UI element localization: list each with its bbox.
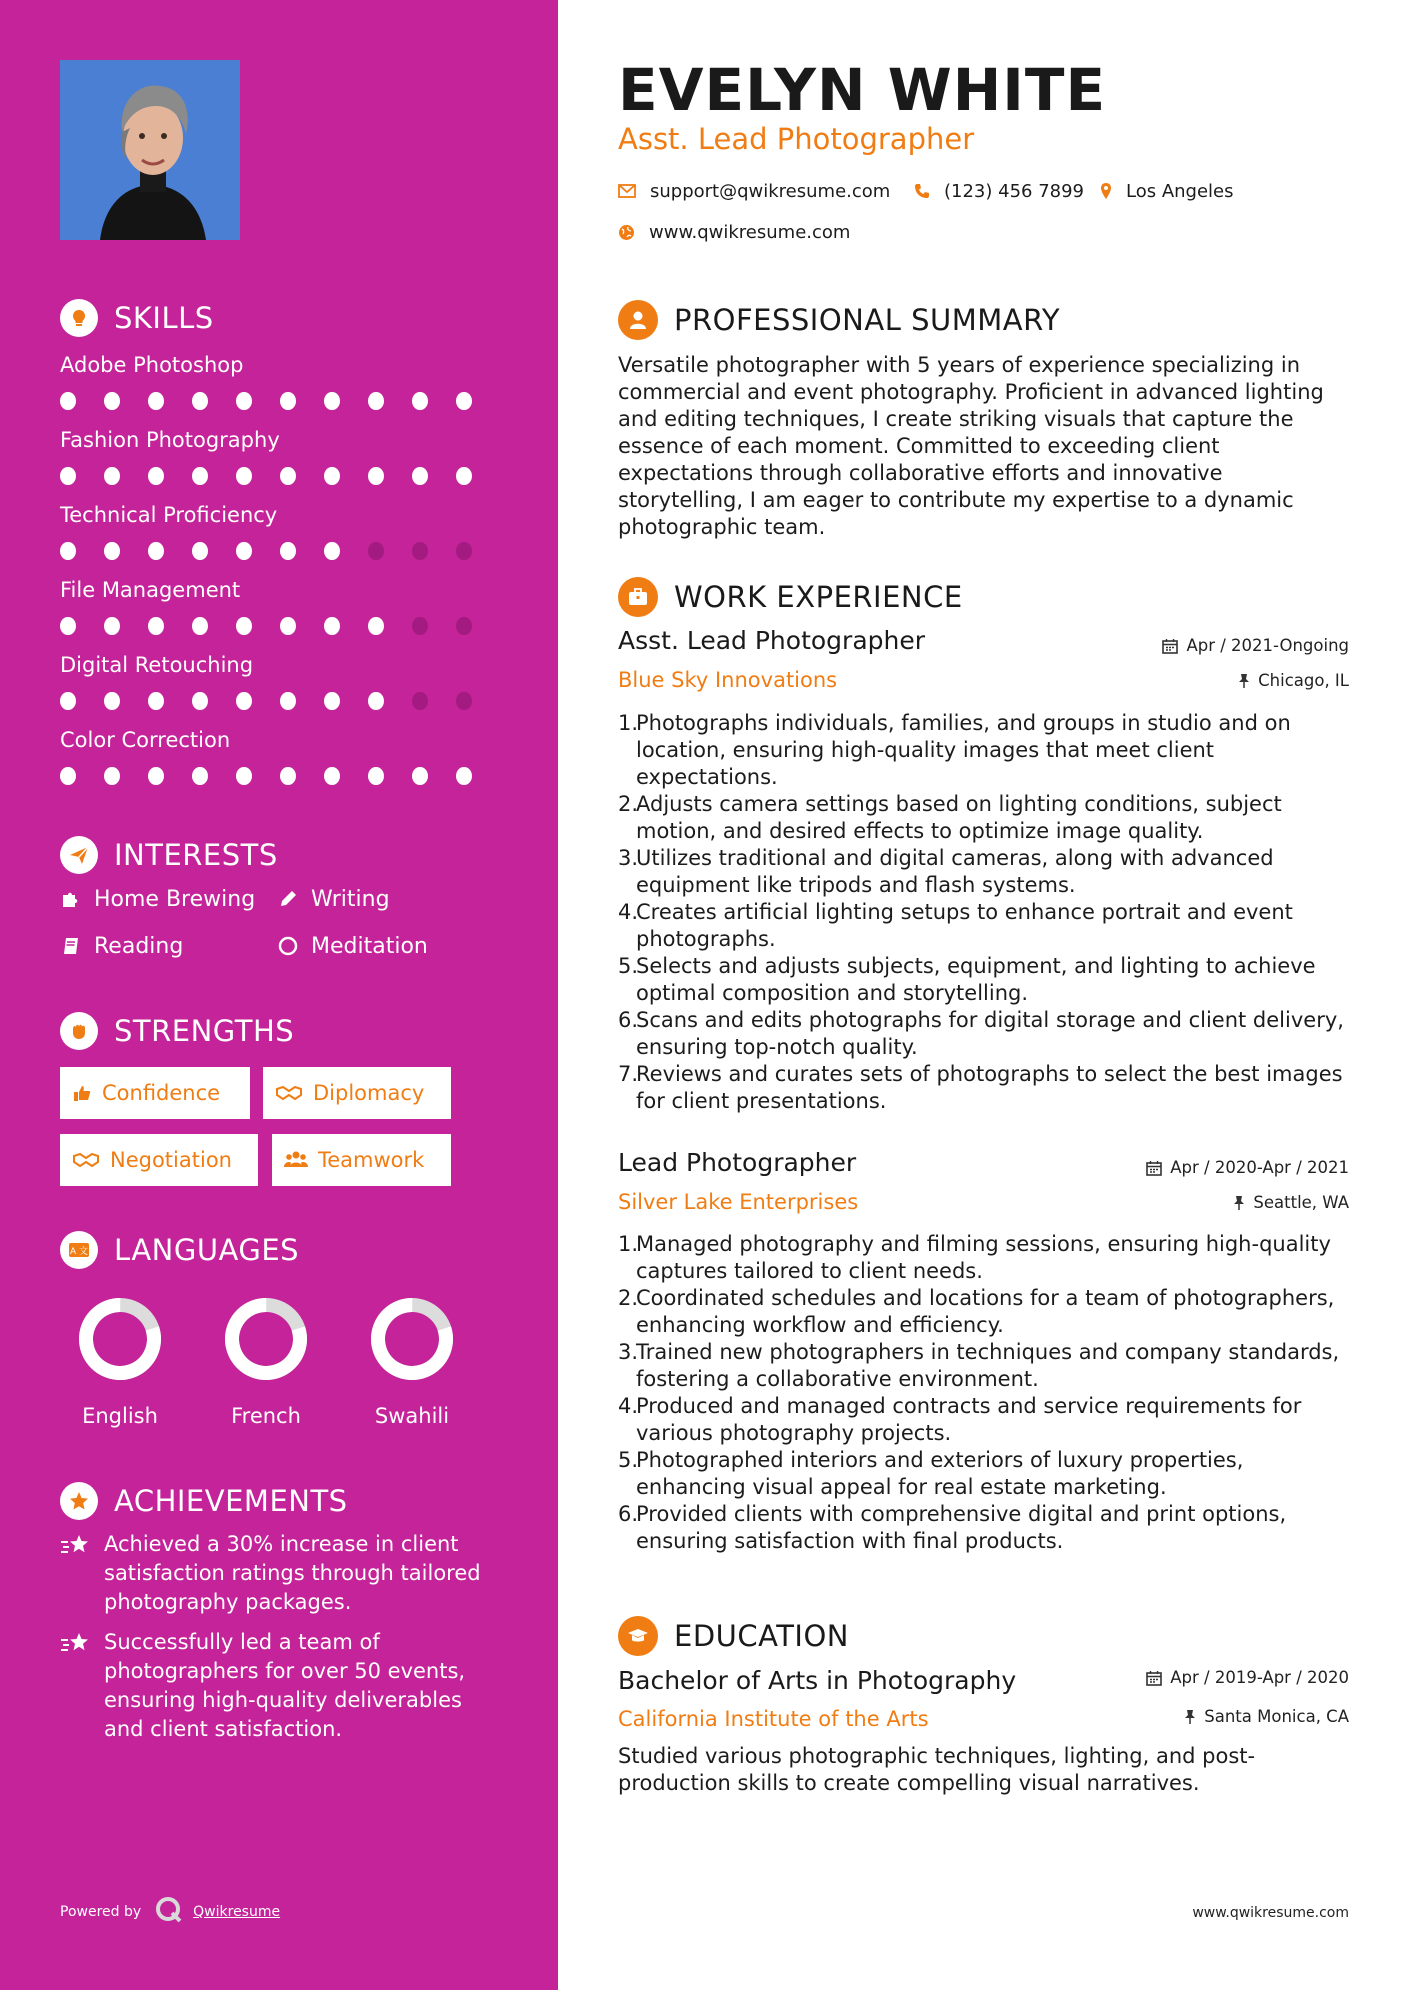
job-duties bbox=[618, 710, 1358, 1115]
education-text: Studied various photographic techniques, lighting, and post-production skills to create compelling visual narratives. bbox=[618, 1744, 1256, 1795]
briefcase-icon bbox=[618, 577, 658, 617]
skill-dot-filled bbox=[192, 767, 208, 785]
education-location-text: Santa Monica, CA bbox=[1204, 1707, 1349, 1726]
contact-phone bbox=[914, 178, 1084, 204]
duty-item: Photographed interiors and exteriors of luxury properties, enhancing visual appeal for real estate marketing. bbox=[636, 1448, 1244, 1499]
duty-item: Selects and adjusts subjects, equipment, and lighting to achieve optimal composition and storytelling. bbox=[636, 954, 1316, 1005]
skill-dot-filled bbox=[60, 467, 76, 485]
strength-label: Confidence bbox=[102, 1081, 221, 1105]
job-dates-text: Apr / 2020-Apr / 2021 bbox=[1170, 1158, 1349, 1177]
pushpin-icon bbox=[1238, 673, 1250, 689]
skill-dot-filled bbox=[236, 467, 252, 485]
skill-dot-filled bbox=[236, 767, 252, 785]
skill-name: Technical Proficiency bbox=[60, 503, 278, 527]
skill-name: Digital Retouching bbox=[60, 653, 254, 677]
experience-title: WORK EXPERIENCE bbox=[674, 580, 963, 614]
skill-dot-filled bbox=[148, 767, 164, 785]
skill-dot-filled bbox=[192, 467, 208, 485]
skill-dot-empty bbox=[412, 542, 428, 560]
handshake-icon bbox=[72, 1150, 100, 1170]
language-name: French bbox=[231, 1404, 301, 1428]
lightbulb-icon bbox=[60, 299, 98, 337]
svg-text:A 文: A 文 bbox=[69, 1247, 89, 1257]
skill-name: Fashion Photography bbox=[60, 428, 280, 452]
skill-dot-filled bbox=[60, 767, 76, 785]
footer-url[interactable]: www.qwikresume.com bbox=[1192, 1905, 1349, 1921]
skill-dot-filled bbox=[368, 692, 384, 710]
skill-dot-filled bbox=[192, 692, 208, 710]
skill-item bbox=[60, 425, 500, 487]
calendar-icon bbox=[1146, 1670, 1162, 1686]
duty-item: Creates artificial lighting setups to enhance portrait and event photographs. bbox=[636, 900, 1293, 951]
job-location bbox=[1238, 671, 1349, 690]
duty-item: Coordinated schedules and locations for a team of photographers, enhancing workflow and efficiency. bbox=[636, 1286, 1335, 1337]
skill-dot-filled bbox=[236, 542, 252, 560]
strength-label: Teamwork bbox=[318, 1148, 425, 1172]
shooting-star-icon bbox=[60, 1530, 92, 1617]
skills-title: SKILLS bbox=[114, 301, 214, 335]
achievement-item bbox=[60, 1628, 500, 1744]
achievement-text: Achieved a 30% increase in client satisfaction ratings through tailored photography packages. bbox=[104, 1532, 481, 1614]
strength-chip bbox=[60, 1134, 258, 1186]
skill-dot-filled bbox=[280, 542, 296, 560]
skill-item bbox=[60, 350, 500, 412]
school: California Institute of the Arts bbox=[618, 1707, 929, 1731]
pushpin-icon bbox=[1184, 1709, 1196, 1725]
duty-item: Managed photography and filming sessions, ensuring high-quality captures tailored to client needs. bbox=[636, 1232, 1331, 1283]
skill-dot-filled bbox=[192, 617, 208, 635]
skill-dot-filled bbox=[280, 767, 296, 785]
skill-dot-filled bbox=[148, 467, 164, 485]
strength-label: Negotiation bbox=[110, 1148, 232, 1172]
book-icon bbox=[60, 936, 82, 956]
education-location bbox=[1184, 1707, 1349, 1726]
duty-item: Produced and managed contracts and service requirements for various photography projects. bbox=[636, 1394, 1302, 1445]
qwikresume-logo-icon bbox=[155, 1896, 183, 1928]
language-name: English bbox=[82, 1404, 158, 1428]
duty-item: Photographs individuals, families, and groups in studio and on location, ensuring high-quality images that meet client expectations. bbox=[636, 711, 1291, 789]
profile-photo bbox=[60, 60, 240, 240]
language-item bbox=[206, 1296, 326, 1428]
skill-item bbox=[60, 725, 500, 787]
skill-dot-filled bbox=[324, 467, 340, 485]
education-heading bbox=[618, 1615, 849, 1657]
skill-dot-filled bbox=[60, 542, 76, 560]
job-dates bbox=[1146, 1158, 1349, 1177]
contact-location bbox=[1100, 178, 1234, 204]
skill-dot-empty bbox=[368, 542, 384, 560]
skill-dot-filled bbox=[324, 542, 340, 560]
calendar-icon bbox=[1146, 1160, 1162, 1176]
skill-dot-filled bbox=[104, 692, 120, 710]
skill-dot-filled bbox=[280, 692, 296, 710]
sidebar bbox=[0, 0, 558, 1990]
skill-dot-filled bbox=[104, 617, 120, 635]
interest-label: Meditation bbox=[311, 933, 428, 959]
location-text: Los Angeles bbox=[1126, 180, 1234, 202]
interests-heading bbox=[60, 835, 278, 875]
achievements-heading bbox=[60, 1481, 348, 1521]
contact-website bbox=[618, 219, 850, 245]
job-role: Asst. Lead Photographer bbox=[618, 626, 926, 655]
envelope-icon bbox=[618, 184, 636, 198]
job-location bbox=[1233, 1193, 1349, 1212]
skill-dot-filled bbox=[104, 767, 120, 785]
language-ring bbox=[223, 1296, 309, 1382]
star-icon bbox=[60, 1482, 98, 1520]
languages-heading bbox=[60, 1230, 299, 1270]
calendar-icon bbox=[1162, 638, 1178, 654]
skill-dot-empty bbox=[412, 692, 428, 710]
skill-dot-empty bbox=[456, 617, 472, 635]
puzzle-icon bbox=[60, 889, 82, 909]
achievement-item bbox=[60, 1530, 500, 1617]
language-item bbox=[60, 1296, 180, 1428]
pushpin-icon bbox=[1233, 1195, 1245, 1211]
skill-dot-filled bbox=[60, 392, 76, 410]
skill-dot-filled bbox=[456, 467, 472, 485]
globe-icon bbox=[618, 224, 635, 241]
skill-dot-filled bbox=[324, 692, 340, 710]
skill-dot-filled bbox=[324, 767, 340, 785]
skill-dot-empty bbox=[412, 617, 428, 635]
skill-dot-filled bbox=[280, 617, 296, 635]
skill-dot-filled bbox=[368, 392, 384, 410]
interest-item bbox=[60, 884, 255, 914]
duty-item: Provided clients with comprehensive digital and print options, ensuring satisfaction with final products. bbox=[636, 1502, 1287, 1553]
skill-dot-filled bbox=[368, 767, 384, 785]
candidate-title: Asst. Lead Photographer bbox=[618, 122, 975, 156]
thumbs-up-icon bbox=[72, 1083, 92, 1103]
strength-chip bbox=[60, 1067, 250, 1119]
phone-text: (123) 456 7899 bbox=[944, 180, 1085, 202]
interest-label: Home Brewing bbox=[94, 886, 256, 912]
graduation-cap-icon bbox=[618, 1616, 658, 1656]
translate-icon bbox=[60, 1231, 98, 1269]
skill-dot-filled bbox=[236, 692, 252, 710]
interest-item bbox=[277, 884, 390, 914]
skill-dot-filled bbox=[324, 392, 340, 410]
skill-dot-filled bbox=[236, 392, 252, 410]
skill-dot-filled bbox=[148, 692, 164, 710]
interest-item bbox=[277, 931, 428, 961]
language-ring bbox=[77, 1296, 163, 1382]
skill-rating bbox=[60, 767, 500, 787]
fist-icon bbox=[60, 1012, 98, 1050]
education-dates bbox=[1146, 1668, 1349, 1687]
skill-dot-filled bbox=[236, 617, 252, 635]
user-icon bbox=[618, 300, 658, 340]
language-item bbox=[352, 1296, 472, 1428]
job-role: Lead Photographer bbox=[618, 1148, 857, 1177]
degree: Bachelor of Arts in Photography bbox=[618, 1666, 1017, 1695]
skill-name: Adobe Photoshop bbox=[60, 353, 244, 377]
skill-item bbox=[60, 575, 500, 637]
skill-rating bbox=[60, 542, 500, 562]
languages-title: LANGUAGES bbox=[114, 1233, 300, 1267]
job-company: Silver Lake Enterprises bbox=[618, 1190, 859, 1214]
skill-dot-filled bbox=[280, 467, 296, 485]
strengths-heading bbox=[60, 1011, 294, 1051]
email-text[interactable]: support@qwikresume.com bbox=[650, 180, 891, 202]
skill-dot-filled bbox=[104, 392, 120, 410]
language-name: Swahili bbox=[374, 1404, 450, 1428]
skill-name: Color Correction bbox=[60, 728, 231, 752]
duty-item: Trained new photographers in techniques and company standards, fostering a collaborative environment. bbox=[636, 1340, 1340, 1391]
powered-label: Powered by bbox=[60, 1904, 142, 1920]
strength-chip bbox=[263, 1067, 451, 1119]
handshake-icon bbox=[275, 1083, 303, 1103]
job-location-text: Seattle, WA bbox=[1253, 1193, 1349, 1212]
interest-label: Writing bbox=[311, 886, 390, 912]
skill-rating bbox=[60, 392, 500, 412]
skill-dot-filled bbox=[148, 392, 164, 410]
interest-label: Reading bbox=[94, 933, 184, 959]
skill-dot-filled bbox=[192, 392, 208, 410]
skill-dot-filled bbox=[412, 467, 428, 485]
skill-dot-filled bbox=[456, 767, 472, 785]
skill-rating bbox=[60, 617, 500, 637]
duty-item: Scans and edits photographs for digital storage and client delivery, ensuring top-notch quality. bbox=[636, 1008, 1344, 1059]
experience-heading bbox=[618, 576, 963, 618]
skill-dot-filled bbox=[280, 392, 296, 410]
achievement-text: Successfully led a team of photographers for over 50 events, ensuring high-quality deliverables and client satisfaction. bbox=[104, 1630, 466, 1741]
skill-dot-filled bbox=[324, 617, 340, 635]
skill-rating bbox=[60, 467, 500, 487]
skill-dot-filled bbox=[456, 392, 472, 410]
phone-icon bbox=[914, 183, 930, 199]
skill-dot-filled bbox=[148, 617, 164, 635]
skill-item bbox=[60, 650, 500, 712]
powered-by bbox=[60, 1896, 280, 1928]
skill-dot-filled bbox=[104, 542, 120, 560]
users-icon bbox=[284, 1150, 308, 1170]
skill-dot-filled bbox=[60, 617, 76, 635]
strength-chip bbox=[272, 1134, 451, 1186]
skill-dot-filled bbox=[148, 542, 164, 560]
skill-dot-empty bbox=[456, 542, 472, 560]
summary-text: Versatile photographer with 5 years of experience specializing in commercial and event photography. Proficient in advanced lighting and editing techniques, I create striking visuals that capture the essence of each moment. Committed to exceeding client expectations through collaborative efforts and innovative storytelling, I am eager to contribute my expertise to a dynamic photographic team. bbox=[618, 353, 1324, 539]
summary-heading bbox=[618, 299, 1060, 341]
job-location-text: Chicago, IL bbox=[1258, 671, 1349, 690]
summary-title: PROFESSIONAL SUMMARY bbox=[674, 303, 1061, 337]
interests-title: INTERESTS bbox=[114, 838, 278, 872]
main-content bbox=[558, 0, 1407, 1990]
qwikresume-link[interactable]: Qwikresume bbox=[193, 1904, 281, 1920]
interest-item bbox=[60, 931, 183, 961]
language-ring bbox=[369, 1296, 455, 1382]
shooting-star-icon bbox=[60, 1628, 92, 1744]
skill-item bbox=[60, 500, 500, 562]
circle-icon bbox=[277, 936, 299, 956]
contact-email bbox=[618, 178, 890, 204]
skill-dot-filled bbox=[60, 692, 76, 710]
strengths-title: STRENGTHS bbox=[114, 1014, 295, 1048]
education-title: EDUCATION bbox=[674, 1619, 850, 1653]
skill-dot-filled bbox=[368, 467, 384, 485]
skill-rating bbox=[60, 692, 500, 712]
achievements-title: ACHIEVEMENTS bbox=[114, 1484, 348, 1518]
skill-dot-filled bbox=[412, 392, 428, 410]
duty-item: Adjusts camera settings based on lighting conditions, subject motion, and desired effects to optimize image quality. bbox=[636, 792, 1282, 843]
skill-name: File Management bbox=[60, 578, 241, 602]
skill-dot-filled bbox=[104, 467, 120, 485]
strength-label: Diplomacy bbox=[313, 1081, 425, 1105]
map-marker-icon bbox=[1100, 182, 1112, 200]
education-dates-text: Apr / 2019-Apr / 2020 bbox=[1170, 1668, 1349, 1687]
paper-plane-icon bbox=[60, 836, 98, 874]
website-text[interactable]: www.qwikresume.com bbox=[649, 221, 851, 243]
job-dates-text: Apr / 2021-Ongoing bbox=[1186, 636, 1349, 655]
job-dates bbox=[1162, 636, 1349, 655]
skill-dot-filled bbox=[192, 542, 208, 560]
duty-item: Reviews and curates sets of photographs to select the best images for client presentations. bbox=[636, 1062, 1343, 1113]
job-duties bbox=[618, 1231, 1358, 1555]
skill-dot-filled bbox=[412, 767, 428, 785]
job-company: Blue Sky Innovations bbox=[618, 668, 838, 692]
pencil-icon bbox=[277, 889, 299, 909]
skill-dot-filled bbox=[368, 617, 384, 635]
duty-item: Utilizes traditional and digital cameras, along with advanced equipment like tripods and flash systems. bbox=[636, 846, 1274, 897]
skills-heading bbox=[60, 298, 214, 338]
skill-dot-empty bbox=[456, 692, 472, 710]
candidate-name: EVELYN WHITE bbox=[618, 56, 1107, 124]
